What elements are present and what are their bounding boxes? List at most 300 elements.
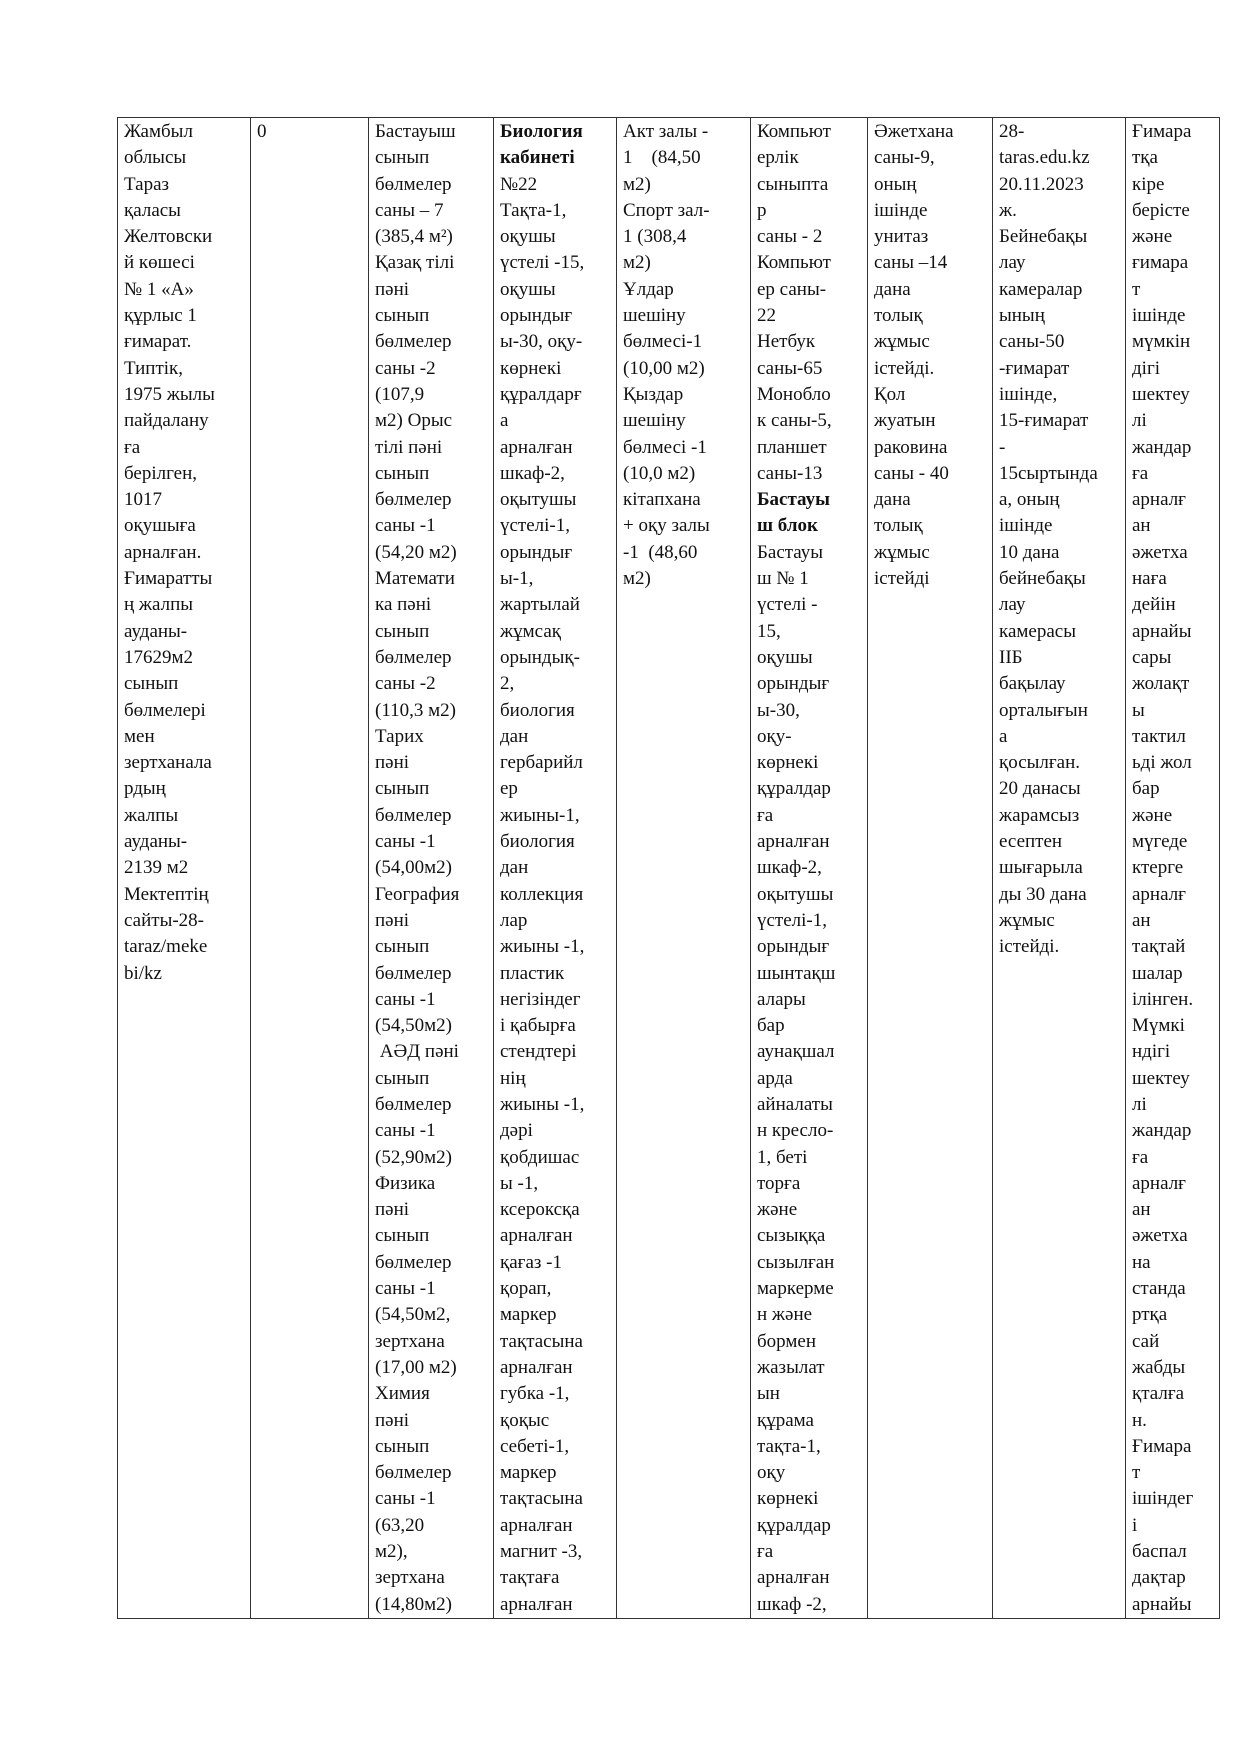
cell-line: 1 (84,50 <box>623 147 701 169</box>
cell-line: ішінде <box>999 515 1053 537</box>
cell-line: көрнекі <box>500 357 562 379</box>
cell-line: жұмыс <box>999 909 1055 931</box>
cell-line: кіре <box>1132 173 1165 195</box>
cell-line: тқа <box>1132 147 1158 169</box>
cell-line: қобдишас <box>500 1146 580 1168</box>
cell-line: Қол <box>874 383 906 405</box>
cell-line: рдың <box>124 778 166 800</box>
cell-line: 2139 м2 <box>124 857 189 879</box>
cell-line: сынып <box>375 1435 430 1457</box>
cell-line: 22 <box>757 305 776 327</box>
cell-line: сынып <box>375 305 430 327</box>
cell-line: шектеу <box>1132 1067 1190 1089</box>
cell-line: жиыны-1, <box>500 804 580 826</box>
cell-line: м2) <box>623 173 651 195</box>
cell-line: лар <box>500 909 528 931</box>
cell-line: құрама <box>757 1409 814 1431</box>
cell-line: саны -1 <box>375 1488 436 1510</box>
cell-line: жартылай <box>500 594 580 616</box>
cell-line: 15-ғимарат <box>999 410 1089 432</box>
cell-line: бөлмелер <box>375 489 452 511</box>
cell-line: Тақта-1, <box>500 199 567 221</box>
cell-line: сынып <box>375 778 430 800</box>
cell-line: тақтай <box>1132 936 1186 958</box>
cell-line: Акт залы - <box>623 121 709 142</box>
cell-line: қоқыс <box>500 1409 550 1431</box>
cell-line: Компьют <box>757 252 831 274</box>
cell-line: 2, <box>500 673 515 695</box>
cell-line: мүмкін <box>1132 331 1191 353</box>
cell-line: құралдарғ <box>500 383 582 405</box>
cell-line: ішіндег <box>1132 1488 1194 1510</box>
cell-line: ІІБ <box>999 646 1023 668</box>
cell-line: т <box>1132 1462 1141 1484</box>
cell-line: саны - 40 <box>874 462 949 484</box>
cell-line: ка пәні <box>375 594 432 616</box>
cell-line: саны-65 <box>757 357 823 379</box>
cell-line: 1, беті <box>757 1146 808 1168</box>
cell-line: Моноблo <box>757 383 831 405</box>
count-cell <box>251 118 369 1619</box>
computers-cell <box>751 118 868 1619</box>
cell-line: пластик <box>500 962 565 984</box>
cell-line: тақта-1, <box>757 1435 821 1457</box>
classrooms-cell <box>369 118 494 1619</box>
cell-line: арналғ <box>1132 489 1186 511</box>
cell-line: маркер <box>500 1304 557 1326</box>
cell-line: жиыны -1, <box>500 936 585 958</box>
cell-line: Қазақ тілі <box>375 252 455 274</box>
cell-line: толық <box>874 515 923 537</box>
address-cell <box>118 118 251 1619</box>
cell-line: бақылау <box>999 673 1066 695</box>
cell-line: ер саны- <box>757 278 827 300</box>
cell-line: оқушы <box>500 226 556 248</box>
cell-line: н және <box>757 1304 813 1326</box>
cell-line: шкаф-2, <box>757 857 822 879</box>
cell-line: Нетбук <box>757 331 816 353</box>
cell-line: оқу- <box>757 725 792 747</box>
cell-line: наға <box>1132 568 1167 590</box>
cell-line: арналған <box>757 1567 830 1589</box>
cell-line: қағаз -1 <box>500 1251 562 1273</box>
cell-line: дейін <box>1132 594 1176 616</box>
cell-line: сынып <box>375 147 430 169</box>
cell-line: Жамбыл <box>124 121 193 142</box>
cell-line: ж. <box>999 199 1017 221</box>
cell-line: арналған <box>500 436 573 458</box>
cell-line: Ұлдар <box>623 278 674 300</box>
cell-line: ы <box>1132 699 1145 721</box>
cell-line: саны - 2 <box>757 226 823 248</box>
cell-line: м2), <box>375 1541 408 1563</box>
cell-line: і қабырға <box>500 1015 576 1037</box>
cell-line: оқытушы <box>757 883 834 905</box>
cell-line: биология <box>500 699 575 721</box>
cell-line: 20 данасы <box>999 778 1081 800</box>
cell-line: губка -1, <box>500 1383 570 1405</box>
cell-line: пәні <box>375 278 410 300</box>
cell-line: сынып <box>375 1067 430 1089</box>
cell-line: бөлмелер <box>375 646 452 668</box>
cell-line: ын <box>757 1383 780 1405</box>
cell-line: оқытушы <box>500 489 577 511</box>
cell-line: орындығ <box>757 936 830 958</box>
cell-line: және <box>1132 226 1173 248</box>
cell-line: үстелі -15, <box>500 252 585 274</box>
cell-line: № 1 «А» <box>124 278 194 300</box>
cell-line: ға <box>1132 1146 1149 1168</box>
cell-line: берілген, <box>124 462 198 484</box>
cameras-cell <box>993 118 1126 1619</box>
cell-line: орындығ <box>757 673 830 695</box>
cell-line: лау <box>999 594 1026 616</box>
cell-line: оқушы <box>757 646 813 668</box>
cell-line: саны – 7 <box>375 199 444 221</box>
cell-line: (63,20 <box>375 1514 425 1536</box>
cell-line: үстелі-1, <box>500 515 571 537</box>
cell-line: лі <box>1132 1093 1147 1115</box>
cell-line: арналған. <box>124 541 202 563</box>
cell-line: сынып <box>124 673 179 695</box>
cell-line: ішінде <box>874 199 928 221</box>
cell-line: (52,90м2) <box>375 1146 452 1168</box>
cell-line: саны -2 <box>375 357 436 379</box>
cell-line: Мүмкі <box>1132 1015 1185 1037</box>
cell-line: ішінде <box>1132 305 1186 327</box>
cell-line: Ғимаратты <box>124 568 213 590</box>
cell-line: дақтар <box>1132 1567 1186 1589</box>
cell-line: арналған <box>500 1514 573 1536</box>
cell-line: Бастауы <box>757 541 824 563</box>
cell-line: үстелі-1, <box>757 909 828 931</box>
cell-line: тілі пәні <box>375 436 443 458</box>
cell-line: кітапхана <box>623 489 701 511</box>
cell-line: пәні <box>375 909 410 931</box>
cell-line: ілінген. <box>1132 988 1194 1010</box>
cell-line: Тараз <box>124 173 170 195</box>
cell-line: ң жалпы <box>124 594 194 616</box>
cell-line: ан <box>1132 909 1151 931</box>
cell-line: 1017 <box>124 489 162 511</box>
cell-line: ртқа <box>1132 1304 1168 1326</box>
cell-line: м2) <box>623 252 651 274</box>
cell-line: құрлыс 1 <box>124 305 197 327</box>
cell-line: саны -1 <box>375 1120 436 1142</box>
cell-line: ндігі <box>1132 1041 1171 1063</box>
cell-line: толық <box>874 305 923 327</box>
cell-line: кабинеті <box>500 147 575 169</box>
cell-line: шектеу <box>1132 383 1190 405</box>
cell-line: зертхана <box>375 1330 445 1352</box>
cell-line: жазылат <box>757 1356 825 1378</box>
cell-line: -ғимарат <box>999 357 1070 379</box>
cell-line: арнайы <box>1132 620 1192 642</box>
cell-line: сынып <box>375 936 430 958</box>
cell-line: ктерге <box>1132 857 1184 879</box>
cell-line: құралдар <box>757 1514 831 1536</box>
cell-line: саны -1 <box>375 1278 436 1300</box>
cell-line: ерлік <box>757 147 799 169</box>
cell-line: сыныпта <box>757 173 829 195</box>
cell-line: сынып <box>375 620 430 642</box>
cell-line: ға <box>124 436 141 458</box>
halls-cell <box>617 118 751 1619</box>
cell-line: ды 30 дана <box>999 883 1087 905</box>
cell-line: (54,50м2, <box>375 1304 451 1326</box>
cell-line: ғимарат. <box>124 331 192 353</box>
cell-line: шалар <box>1132 962 1183 984</box>
cell-line: жандар <box>1132 436 1192 458</box>
cell-line: лі <box>1132 410 1147 432</box>
cell-line: ксероксқа <box>500 1199 580 1221</box>
cell-line: арналған <box>500 1225 573 1247</box>
cell-line: АӘД пәні <box>375 1041 459 1063</box>
cell-line: сайты-28- <box>124 909 204 931</box>
cell-line: оқушы <box>500 278 556 300</box>
cell-line: сынып <box>375 462 430 484</box>
cell-line: н кресло- <box>757 1120 834 1142</box>
cell-line: жұмсақ <box>500 620 561 642</box>
cell-line: оның <box>874 173 917 195</box>
cell-line: бөлмелер <box>375 173 452 195</box>
cell-line: й көшесі <box>124 252 195 274</box>
cell-line: 28- <box>999 121 1025 142</box>
cell-line: арналған <box>500 1593 573 1615</box>
biology-cabinet-cell <box>494 118 617 1619</box>
cell-line: пәні <box>375 1199 410 1221</box>
cell-line: мен <box>124 725 155 747</box>
cell-line: ының <box>999 305 1045 327</box>
cell-line: География <box>375 883 460 905</box>
cell-line: дана <box>874 489 911 511</box>
cell-line: сары <box>1132 646 1172 668</box>
cell-line: сызыққа <box>757 1225 826 1247</box>
cell-line: оқушыға <box>124 515 196 537</box>
cell-line: бөлмелер <box>375 1462 452 1484</box>
cell-line: арналғ <box>1132 1172 1186 1194</box>
cell-line: bi/kz <box>124 962 162 984</box>
cell-line: орындығ <box>500 305 573 327</box>
cell-line: р <box>757 199 767 221</box>
cell-line: арналған <box>500 1356 573 1378</box>
cell-line: (110,3 м2) <box>375 699 456 721</box>
cell-line: ш блок <box>757 515 818 537</box>
cell-line: ер <box>500 778 518 800</box>
cell-line: саны -1 <box>375 515 436 537</box>
cell-line: орталығын <box>999 699 1088 721</box>
cell-line: ы-1, <box>500 568 534 590</box>
cell-line: на <box>1132 1251 1151 1273</box>
cell-line: taraz/meke <box>124 936 208 958</box>
cell-line: алары <box>757 988 806 1010</box>
cell-line: + оқу залы <box>623 515 710 537</box>
cell-line: айналаты <box>757 1093 833 1115</box>
cell-line: Ғимара <box>1132 1435 1192 1457</box>
cell-line: 15, <box>757 620 781 642</box>
cell-line: ы -1, <box>500 1172 539 1194</box>
cell-line: және <box>757 1199 798 1221</box>
cell-line: т <box>1132 278 1141 300</box>
cell-line: ішінде, <box>999 383 1058 405</box>
cell-line: жиыны -1, <box>500 1093 585 1115</box>
cell-line: і <box>1132 1514 1138 1536</box>
cell-line: сынып <box>375 1225 430 1247</box>
cell-line: бөлмелер <box>375 1093 452 1115</box>
cell-line: Биология <box>500 121 583 142</box>
cell-line: 1 (308,4 <box>623 226 687 248</box>
cell-line: 10 дана <box>999 541 1060 563</box>
cell-line: шешіну <box>623 410 686 432</box>
cell-line: саны -2 <box>375 673 436 695</box>
cell-line: стендтері <box>500 1041 577 1063</box>
cell-line: к саны-5, <box>757 410 832 432</box>
cell-line: жұмыс <box>874 331 930 353</box>
accessibility-cell <box>1126 118 1220 1619</box>
cell-line: шкаф -2, <box>757 1593 827 1615</box>
cell-line: бөлмелері <box>124 699 206 721</box>
cell-line: бормен <box>757 1330 817 1352</box>
cell-line: гербарийл <box>500 752 583 774</box>
cell-line: ан <box>1132 1199 1151 1221</box>
cell-line: Желтовски <box>124 226 213 248</box>
cell-line: Типтік, <box>124 357 184 379</box>
cell-line: жұмыс <box>874 541 930 563</box>
cell-line: бар <box>1132 778 1160 800</box>
cell-line: құралдар <box>757 778 831 800</box>
table-row <box>118 118 1220 1619</box>
cell-line: Компьют <box>757 121 831 142</box>
cell-line: (385,4 м²) <box>375 226 453 248</box>
cell-line: ғимара <box>1132 252 1189 274</box>
cell-line: дан <box>500 725 529 747</box>
cell-line: көрнекі <box>757 1488 819 1510</box>
cell-line: ьді жол <box>1132 752 1192 774</box>
cell-line: н. <box>1132 1409 1147 1431</box>
cell-line: үстелі - <box>757 594 818 616</box>
cell-line: а <box>999 725 1008 747</box>
cell-line: ауданы- <box>124 831 188 853</box>
info-table <box>117 117 1220 1619</box>
cell-line: бөлмесі-1 <box>623 331 703 353</box>
cell-line: мүгеде <box>1132 831 1188 853</box>
cell-line: шынтақш <box>757 962 836 984</box>
cell-line: (14,80м2) <box>375 1593 452 1615</box>
cell-line: -1 (48,60 <box>623 541 698 563</box>
cell-line: тақтаға <box>500 1567 560 1589</box>
cell-line: оқу <box>757 1462 786 1484</box>
cell-line: жалпы <box>124 804 179 826</box>
cell-line: арналған <box>757 831 830 853</box>
cell-line: станда <box>1132 1278 1186 1300</box>
cell-line: бөлмелер <box>375 804 452 826</box>
cell-line: коллекция <box>500 883 584 905</box>
cell-line: саны-13 <box>757 462 823 484</box>
cell-line: ы-30, <box>757 699 800 721</box>
cell-line: Спорт зал- <box>623 199 710 221</box>
cell-line: саны -1 <box>375 831 436 853</box>
cell-line: (107,9 <box>375 383 425 405</box>
cell-line: жуатын <box>874 410 936 432</box>
cell-line: Бастауы <box>757 489 830 511</box>
cell-line: Химия <box>375 1383 430 1405</box>
cell-line: жолақт <box>1132 673 1190 695</box>
cell-line: 0 <box>257 121 267 142</box>
cell-line: әжетха <box>1132 541 1188 563</box>
cell-line: ға <box>1132 462 1149 484</box>
cell-line: Математи <box>375 568 455 590</box>
cell-line: облысы <box>124 147 187 169</box>
cell-line: а, оның <box>999 489 1060 511</box>
cell-line: себеті-1, <box>500 1435 570 1457</box>
cell-line: Физика <box>375 1172 436 1194</box>
cell-line: бөлмесі -1 <box>623 436 707 458</box>
cell-line: істейді <box>874 568 930 590</box>
cell-line: зертханала <box>124 752 212 774</box>
cell-line: Ғимара <box>1132 121 1192 142</box>
cell-line: пайдалану <box>124 410 209 432</box>
cell-line: берісте <box>1132 199 1190 221</box>
cell-line: бейнебақы <box>999 568 1086 590</box>
cell-line: қаласы <box>124 199 181 221</box>
cell-line: маркер <box>500 1462 557 1484</box>
cell-line: дан <box>500 857 529 879</box>
cell-line: 1975 жылы <box>124 383 215 405</box>
cell-line: бар <box>757 1015 785 1037</box>
cell-line: магнит -3, <box>500 1541 583 1563</box>
cell-line: істейді. <box>874 357 935 379</box>
cell-line: пәні <box>375 1409 410 1431</box>
cell-line: тактил <box>1132 725 1186 747</box>
cell-line: шкаф-2, <box>500 462 565 484</box>
cell-line: Тарих <box>375 725 424 747</box>
cell-line: бөлмелер <box>375 331 452 353</box>
cell-line: қталға <box>1132 1383 1185 1405</box>
cell-line: бөлмелер <box>375 962 452 984</box>
cell-line: раковина <box>874 436 948 458</box>
cell-line: әжетха <box>1132 1225 1188 1247</box>
cell-line: - <box>999 436 1006 458</box>
cell-line: есептен <box>999 831 1063 853</box>
cell-line: негізіндег <box>500 988 581 1010</box>
cell-line: қосылған. <box>999 752 1081 774</box>
cell-line: Мектептің <box>124 883 209 905</box>
cell-line: дәрі <box>500 1120 533 1142</box>
cell-line: саны-50 <box>999 331 1065 353</box>
cell-line: тақтасына <box>500 1330 583 1352</box>
cell-line: көрнекі <box>757 752 819 774</box>
cell-line: нің <box>500 1067 526 1089</box>
cell-line: (10,00 м2) <box>623 357 705 379</box>
cell-line: саны –14 <box>874 252 948 274</box>
cell-line: аунақшал <box>757 1041 835 1063</box>
cell-line: сай <box>1132 1330 1160 1352</box>
cell-line: Қыздар <box>623 383 684 405</box>
cell-line: жарамсыз <box>999 804 1080 826</box>
cell-line: саны -1 <box>375 988 436 1010</box>
cell-line: 15сыртында <box>999 462 1098 484</box>
cell-line: орындық- <box>500 646 580 668</box>
cell-line: а <box>500 410 509 432</box>
cell-line: м2) Орыс <box>375 410 453 432</box>
cell-line: (54,50м2) <box>375 1015 452 1037</box>
cell-line: қорап, <box>500 1278 552 1300</box>
cell-line: дана <box>874 278 911 300</box>
cell-line: баспал <box>1132 1541 1187 1563</box>
cell-line: пәні <box>375 752 410 774</box>
cell-line: орындығ <box>500 541 573 563</box>
cell-line: (54,20 м2) <box>375 541 457 563</box>
